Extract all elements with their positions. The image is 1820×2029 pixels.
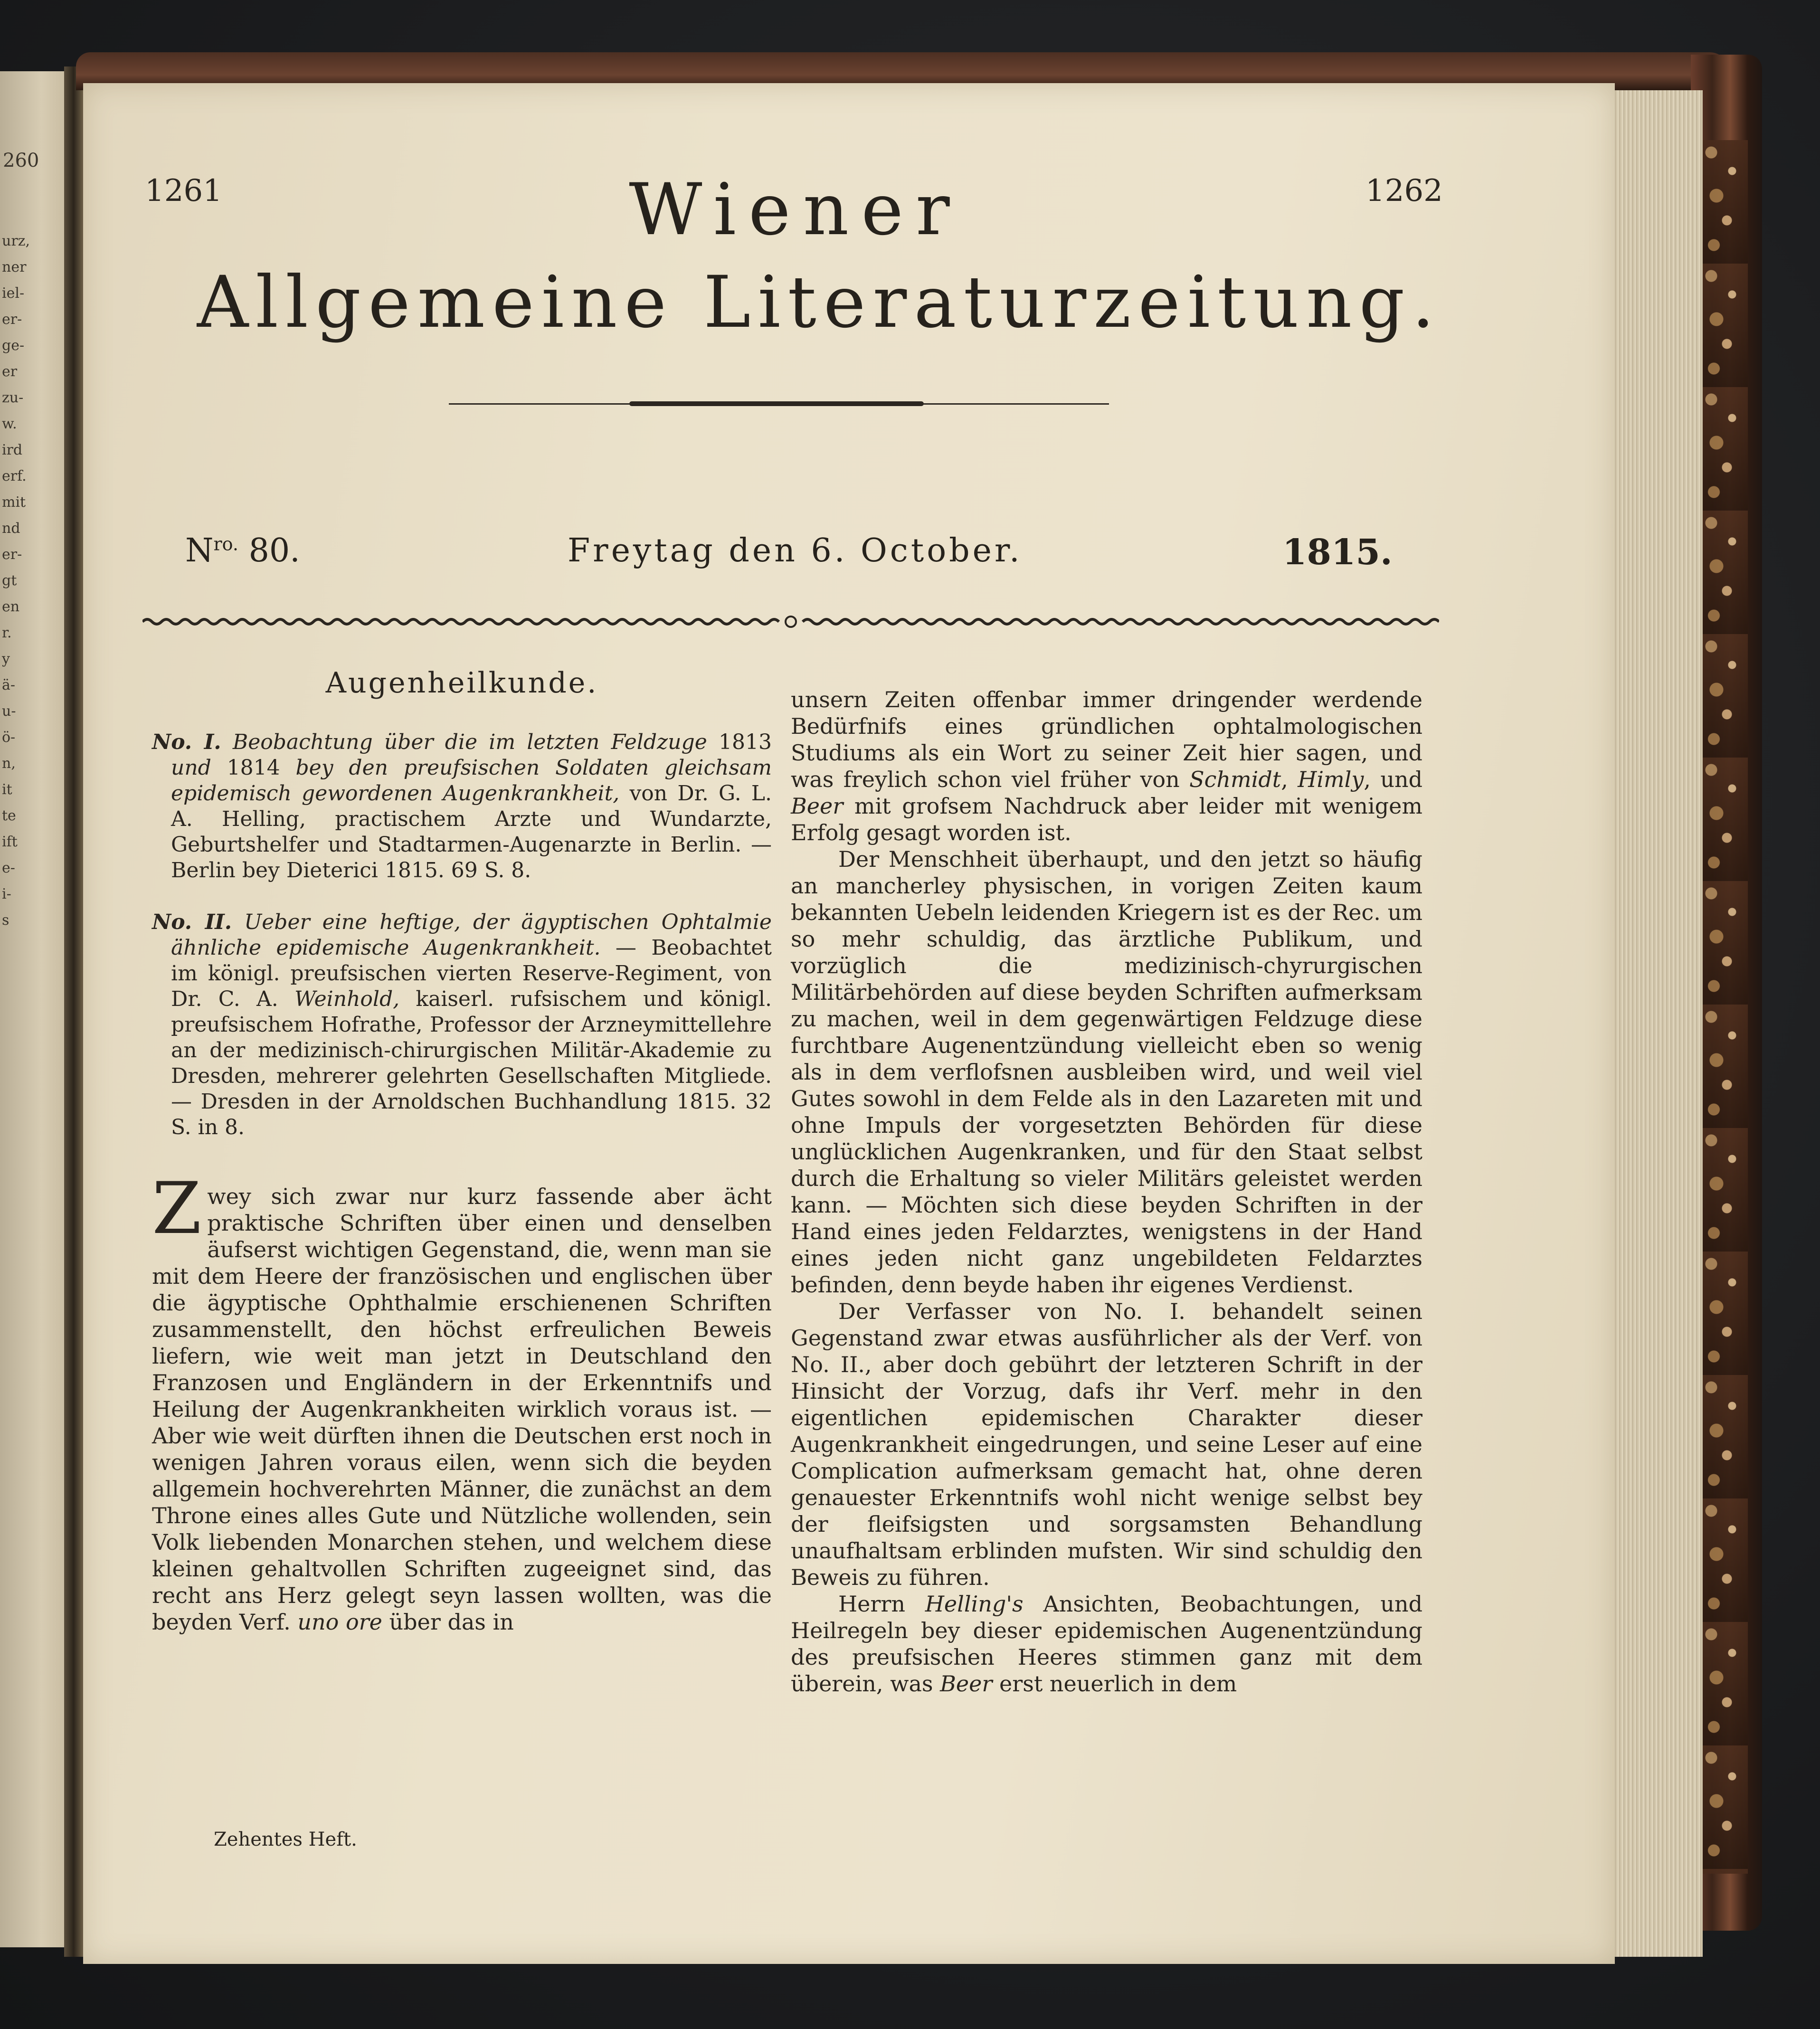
para-1-tail: über das in: [389, 1609, 514, 1635]
issue-date: Freytag den 6. October.: [568, 532, 1023, 569]
right-paragraph-2: Der Menschheit überhaupt, und den jetzt so häufig an mancherley physischen, in vorigen Zeiten kaum bekannten Uebeln leidenden Kriegern ist es der Rec. um so mehr schuldig, das ärztliche Publikum, und vorzüglich die medizinisch-chyrurgischen Militärbehörden auf diese beyden Schriften aufmerksam zu machen, weil in dem gegenwärtigen Feldzuge diese furchtbare Augenentzündung vielleicht eben so wenig als in dem verflofsnen ausbleiben wird, und weil viel Gutes sowohl in dem Felde als in den Lazareten mit und ohne Impuls der vorgesetzten Behörden für diese unglücklichen Augenkranken, und für den Staat selbst durch die Erhaltung so vieler Militärs geleistet werden kann. — Möchten sich diese beyden Schriften in der Hand eines jeden Feldarztes, wenigstens in der Hand eines jeden nicht ganz ungebildeten Feldarztes befinden, denn beyde haben ihr eigenes Verdienst.: [791, 846, 1422, 1298]
review-paragraph-1: [152, 1167, 772, 1635]
facing-page-fragment: ift: [2, 834, 18, 850]
entry-1-und: und: [171, 756, 211, 780]
issue-number: [185, 532, 300, 569]
entry-1-title-b: bey den preufsischen Soldaten gleichsam epidemisch gewordenen Augenkrankheit,: [171, 756, 772, 806]
entry-1-title-a: Beobachtung über die im letzten Feldzuge: [232, 730, 707, 754]
facing-page-fragment: w.: [2, 416, 17, 432]
entry-2-number: No. II.: [152, 910, 232, 934]
facing-page-fragment: u-: [2, 703, 16, 720]
facing-page-fragment: r.: [2, 625, 12, 641]
wavy-divider: [142, 615, 1439, 628]
column-left: [152, 666, 772, 1635]
right-p1-comma: ,: [1281, 767, 1288, 792]
bibliography-entry-1: [152, 730, 772, 883]
para-1-text: wey sich zwar nur kurz fassende aber ächt praktische Schriften über einen und denselben äufserst wichtigen Gegenstand, die, wenn man sie mit dem Heere der französischen und englischen über die ägyptische Ophthalmie erschienenen Schriften zusammenstellt, den höchst erfreulichen Beweis liefern, wie weit man jetzt in Deutschland den Franzosen und Engländern in der Erkenntnifs und Heilung der Augenkrankheiten wirklich voraus ist. — Aber wie weit dürften ihnen die Deutschen erst noch in wenigen Jahren voraus eilen, wenn sich die beyden allgemein hochverehrten Männer, die zunächst an dem Throne eines alles Gute und Nützliche wollenden, sein Volk liebenden Monarchen stehen, und welchem diese kleinen gehaltvollen Schriften zugeeignet sind, das recht ans Herz gelegt seyn lassen wollten, was die beyden Verf.: [152, 1184, 772, 1635]
facing-page-number: 260: [3, 150, 39, 171]
name-schmidt: Schmidt: [1189, 767, 1281, 792]
name-beer-2: Beer: [940, 1671, 993, 1697]
right-p1-tail: mit grofsem Nachdruck aber leider mit wenigem Erfolg gesagt worden ist.: [791, 793, 1422, 845]
issue-year: 1815.: [1282, 532, 1393, 573]
facing-page-fragment: ge-: [2, 337, 25, 354]
page-number-right: 1262: [1365, 173, 1443, 209]
facing-page-fragment: er-: [2, 311, 22, 328]
rule-thick: [629, 401, 924, 406]
right-paragraph-3: Der Verfasser von No. I. behandelt seinen Gegenstand zwar etwas ausführlicher als der Verf. von No. II., aber doch gebührt der letzteren Schrift in der Hinsicht der Vorzug, dafs ihr Verf. mehr in den eigentlichen epidemischen Charakter dieser Augenkrankheit eingedrungen, und seine Leser auf eine Complication aufmerksam gemacht hat, ohne deren genauester Erkenntnifs wohl nicht wenige selbst bey der fleifsigsten und sorgsamsten Behandlung unaufhaltsam erblinden mufsten. Wir sind schuldig den Beweis zu führen.: [791, 1299, 1422, 1590]
facing-page-fragment: it: [2, 781, 12, 798]
facing-page-fragment: mit: [2, 494, 26, 511]
issue-sup: ro.: [213, 533, 238, 555]
facing-page-fragment: erf.: [2, 468, 27, 484]
marbled-edge: [1696, 140, 1748, 1874]
right-paragraph-1: [791, 686, 1422, 846]
newspaper-page: [83, 83, 1615, 1964]
column-right: [791, 686, 1422, 1697]
masthead-rule: [449, 401, 1109, 406]
bibliography-entry-2: [152, 910, 772, 1140]
facing-page-edge: [0, 71, 69, 1947]
facing-page-fragment: ö-: [2, 729, 16, 746]
entry-2-observation: — Beobachtet im königl. preufsischen vierten Reserve-Regiment, von Dr. C. A.: [171, 936, 772, 1011]
facing-page-fragment: y: [2, 651, 10, 667]
masthead-line-2: Allgemeine Literaturzeitung.: [197, 261, 1442, 344]
entry-2-author-details: kaiserl. rufsischem und königl. preufsischem Hofrathe, Professor der Arzneymittellehre an der medizinisch-chirurgischen Militär-Akademie zu Dresden, mehrerer gelehrten Gesellschaften Mitgliede. — Dresden in der Arnoldschen Buchhandlung 1815. 32 S. in 8.: [171, 987, 772, 1139]
right-p1-text: unsern Zeiten offenbar immer dringender werdende Bedürfnifs eines gründlichen ophtalmologischen Studiums als ein Wort zu seiner Zeit hier sagen, und was freylich schon viel früher von: [791, 687, 1422, 792]
name-himly: Himly: [1298, 767, 1364, 792]
issue-number-value: 80.: [248, 532, 300, 569]
right-p4-text: Ansichten, Beobachtungen, und Heilregeln bey dieser epidemischen Augenentzündung des preufsischen Heeres stimmen ganz mit dem überein, was: [791, 1591, 1423, 1697]
entry-1-author: von Dr. G. L. A. Helling, practischem Arzte und Wundarzte, Geburtshelfer und Stadtarmen-Augenarzte in Berlin. — Berlin bey Dieterici 1815. 69 S. 8.: [171, 781, 772, 882]
right-p1-und: , und: [1364, 767, 1423, 792]
right-p4-herrn: Herrn: [838, 1591, 905, 1617]
facing-page-fragment: en: [2, 598, 20, 615]
facing-page-fragment: urz,: [2, 233, 30, 249]
right-paragraph-4: [791, 1591, 1422, 1697]
masthead-line-1: Wiener: [629, 169, 962, 251]
facing-page-fragment: nd: [2, 520, 20, 537]
page-stack-edges: [1612, 90, 1703, 1957]
right-p4-tail: erst neuerlich in dem: [999, 1671, 1237, 1697]
para-1-italic: uno ore: [297, 1609, 382, 1635]
facing-page-fragment: te: [2, 807, 16, 824]
facing-page-fragment: gt: [2, 572, 17, 589]
facing-page-fragment: s: [2, 912, 9, 929]
facing-page-fragment: e-: [2, 860, 15, 876]
entry-1-number: No. I.: [152, 730, 221, 754]
name-helling: Helling's: [925, 1591, 1024, 1617]
facing-page-fragment: ird: [2, 442, 23, 458]
facing-page-fragment: n,: [2, 755, 16, 772]
facing-page-fragment: iel-: [2, 285, 25, 302]
name-beer: Beer: [791, 793, 844, 819]
footer-signature: Zehentes Heft.: [214, 1829, 357, 1850]
issue-prefix: N: [185, 532, 214, 569]
facing-page-fragment: er-: [2, 546, 22, 563]
facing-page-fragments: [2, 228, 66, 933]
facing-page-fragment: ner: [2, 259, 27, 275]
entry-2-author-name: Weinhold,: [294, 987, 400, 1011]
facing-page-fragment: zu-: [2, 389, 24, 406]
drop-cap: Z: [152, 1167, 202, 1250]
section-title: Augenheilkunde.: [325, 666, 598, 700]
page-number-left: 1261: [145, 173, 222, 209]
facing-page-fragment: i-: [2, 886, 11, 902]
book-gutter: [64, 66, 83, 1957]
facing-page-fragment: er: [2, 363, 18, 380]
entry-1-year-a: 1813: [719, 730, 772, 754]
entry-2-title: Ueber eine heftige, der ägyptischen Ophtalmie ähnliche epidemische Augenkrankheit.: [171, 910, 772, 960]
facing-page-fragment: ä-: [2, 677, 16, 693]
entry-1-year-b: 1814: [227, 756, 280, 780]
